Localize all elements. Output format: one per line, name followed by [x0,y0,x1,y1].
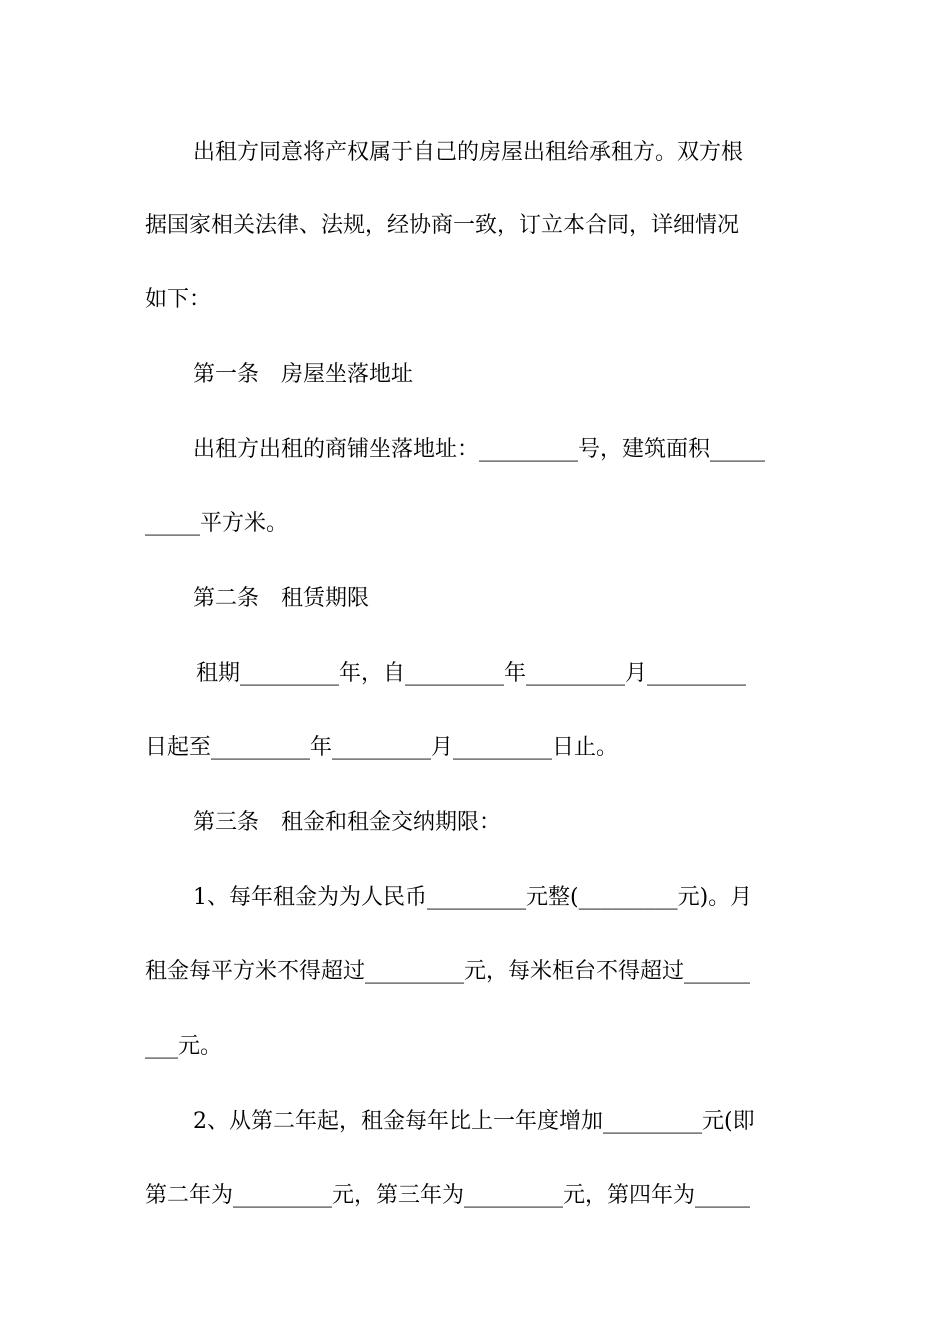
article-2-line-1: 租期_________年，自_________年_________月_________ [196,661,747,686]
article-3-item-1-line-2: 租金每平方米不得超过_________元，每米柜台不得超过______ [145,959,751,984]
article-3-item-2-line-2: 第二年为_________元，第三年为_________元，第四年为_____ [145,1183,751,1208]
article-1-line-2: _____平方米。 [145,511,289,536]
article-3-item-1-line-3: ___元。 [145,1034,223,1059]
article-3-item-2-line-1: 2、从第二年起，租金每年比上一年度增加_________元(即 [193,1109,755,1134]
article-3-heading: 第三条 租金和租金交纳期限： [193,810,502,835]
paragraph-intro-line-1: 出租方同意将产权属于自己的房屋出租给承租方。双方根 [193,140,744,165]
article-1-heading: 第一条 房屋坐落地址 [193,362,414,387]
article-1-line-1: 出租方出租的商铺坐落地址：_________号，建筑面积_____ [193,437,766,462]
paragraph-intro-line-3: 如下： [145,287,212,312]
article-2-line-2: 日起至_________年_________月_________日止。 [145,735,619,760]
paragraph-intro-line-2: 据国家相关法律、法规，经协商一致，订立本合同，详细情况 [145,213,740,238]
article-2-heading: 第二条 租赁期限 [193,586,370,611]
article-3-item-1-line-1: 1、每年租金为为人民币_________元整(_________元)。月 [193,885,753,910]
